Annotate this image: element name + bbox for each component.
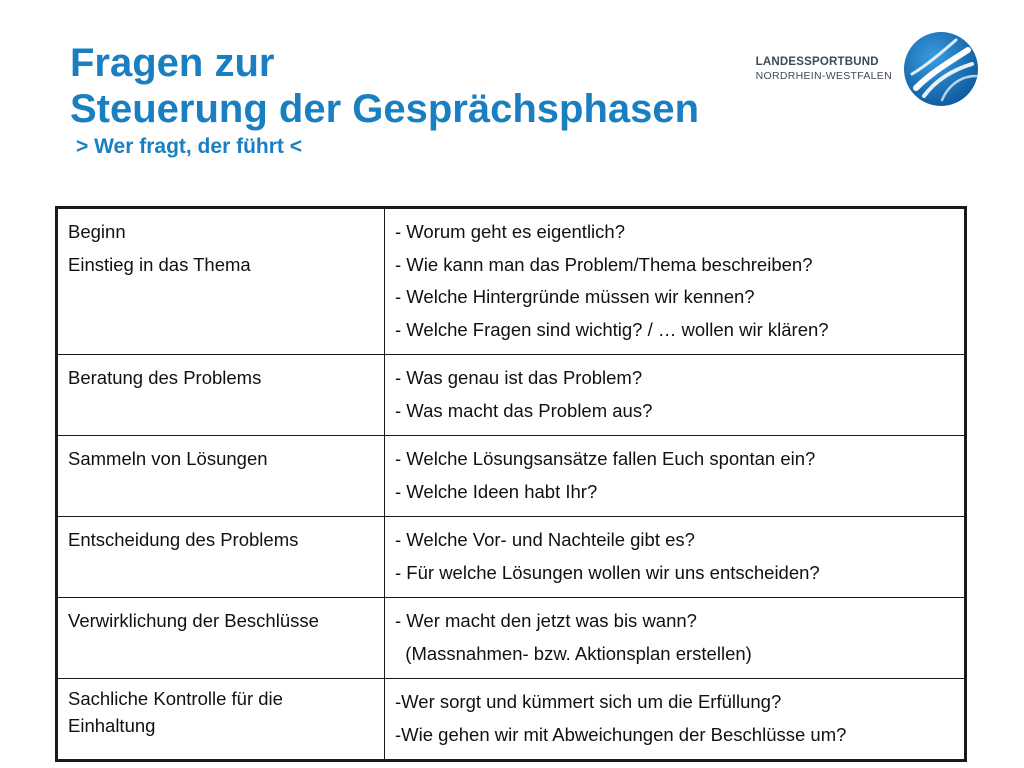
question-item: -Wer sorgt und kümmert sich um die Erfüllung?	[395, 691, 782, 712]
phase-label: Entscheidung des Problems	[68, 529, 299, 550]
question-item: - Wie kann man das Problem/Thema beschreiben?	[395, 253, 813, 275]
logo	[756, 30, 980, 108]
phases-table	[55, 206, 967, 762]
phase-label: Sammeln von Lösungen	[68, 448, 268, 469]
phase-label: Beratung des Problems	[68, 367, 262, 388]
questions-cell	[385, 517, 966, 598]
question-item: (Massnahmen- bzw. Aktionsplan erstellen)	[395, 642, 752, 664]
questions-cell	[385, 679, 966, 761]
question-item: - Was genau ist das Problem?	[395, 367, 643, 388]
title-line-1: Fragen zur	[70, 41, 275, 85]
table-row	[57, 436, 966, 517]
question-item: - Für welche Lösungen wollen wir uns entscheiden?	[395, 561, 820, 583]
phase-label: Sachliche Kontrolle für die	[68, 688, 283, 709]
phase-cell	[57, 679, 385, 761]
questions-cell	[385, 598, 966, 679]
questions-cell	[385, 355, 966, 436]
question-item: - Welche Lösungsansätze fallen Euch spontan ein?	[395, 448, 816, 469]
phase-cell	[57, 436, 385, 517]
phase-label: Verwirklichung der Beschlüsse	[68, 610, 319, 631]
table-row	[57, 355, 966, 436]
question-item: - Welche Fragen sind wichtig? / … wollen wir klären?	[395, 318, 829, 340]
question-item: -Wie gehen wir mit Abweichungen der Beschlüsse um?	[395, 723, 847, 745]
question-item: - Wer macht den jetzt was bis wann?	[395, 610, 697, 631]
table-row	[57, 208, 966, 355]
landessportbund-emblem-icon	[902, 30, 980, 108]
question-item: - Welche Ideen habt Ihr?	[395, 480, 598, 502]
phase-label: Einhaltung	[68, 715, 156, 736]
phase-cell	[57, 208, 385, 355]
table-row	[57, 679, 966, 761]
question-item: - Welche Hintergründe müssen wir kennen?	[395, 286, 755, 307]
questions-cell	[385, 208, 966, 355]
phase-cell	[57, 517, 385, 598]
logo-name-line-1: LANDESSPORTBUND	[755, 56, 879, 69]
question-item: - Worum geht es eigentlich?	[395, 221, 625, 242]
question-item: - Welche Vor- und Nachteile gibt es?	[395, 529, 695, 550]
logo-name-line-2: NORDRHEIN-WESTFALEN	[755, 69, 892, 82]
phase-label: Einstieg in das Thema	[68, 253, 251, 275]
title-line-2: Steuerung der Gesprächsphasen	[70, 87, 700, 132]
subtitle: > Wer fragt, der führt <	[76, 134, 302, 158]
phase-label: Beginn	[68, 221, 126, 242]
logo-text	[756, 55, 892, 83]
phase-cell	[57, 598, 385, 679]
table-row	[57, 598, 966, 679]
phase-cell	[57, 355, 385, 436]
questions-cell	[385, 436, 966, 517]
slide-title	[70, 40, 699, 159]
question-item: - Was macht das Problem aus?	[395, 399, 653, 421]
table-row	[57, 517, 966, 598]
